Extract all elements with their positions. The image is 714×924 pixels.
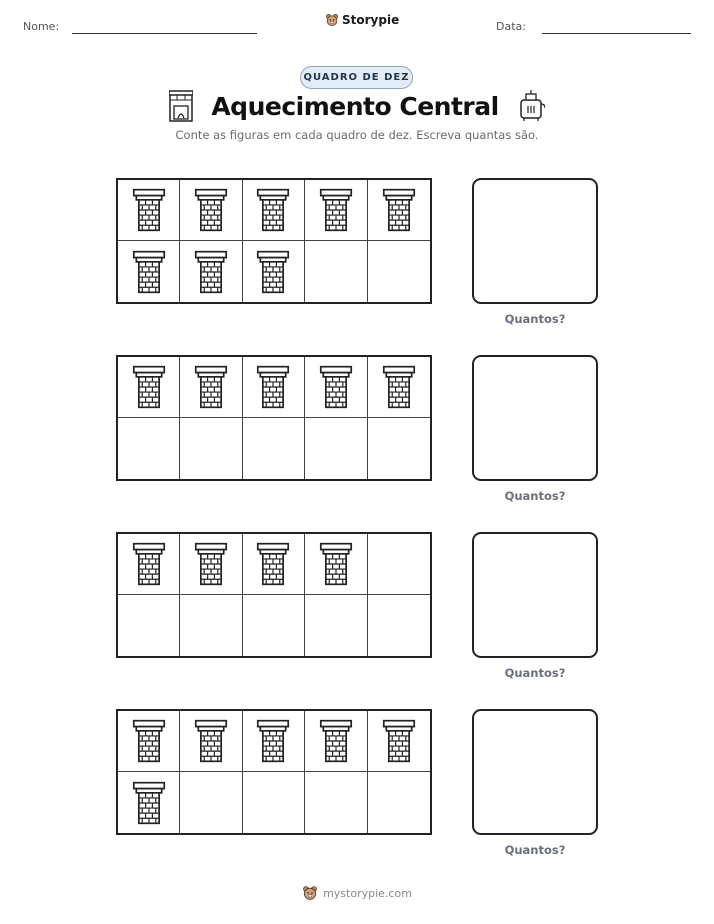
chimney-icon — [132, 188, 166, 232]
ten-frame-cell — [243, 418, 305, 479]
ten-frame-cell — [305, 180, 367, 241]
chimney-icon — [194, 250, 228, 294]
ten-frame-cell — [305, 357, 367, 418]
instructions: Conte as figuras em cada quadro de dez. Escreva quantas são. — [175, 128, 539, 142]
chimney-icon — [132, 719, 166, 763]
worksheet-type-badge: QUADRO DE DEZ — [300, 66, 413, 89]
answer-label: Quantos? — [504, 666, 566, 680]
ten-frame-cell — [305, 534, 367, 595]
name-line[interactable] — [72, 33, 257, 34]
chimney-icon — [382, 188, 416, 232]
ten-frame-cell — [180, 241, 242, 302]
chimney-icon — [132, 250, 166, 294]
ten-frame-cell — [118, 241, 180, 302]
ten-frame-cell — [180, 534, 242, 595]
page-title: Aquecimento Central — [211, 91, 499, 121]
ten-frame-cell — [180, 418, 242, 479]
ten-frame-cell — [368, 534, 430, 595]
ten-frame-cell — [368, 241, 430, 302]
ten-frame-cell — [118, 180, 180, 241]
ten-frame-cell — [368, 711, 430, 772]
name-label: Nome: — [23, 20, 60, 33]
ten-frame-cell — [243, 595, 305, 656]
answer-label: Quantos? — [504, 489, 566, 503]
ten-frame-cell — [305, 595, 367, 656]
footer — [0, 885, 714, 901]
answer-box[interactable] — [472, 178, 598, 304]
bear-mascot-icon — [302, 885, 318, 901]
chimney-icon — [256, 542, 290, 586]
title-row — [0, 90, 714, 122]
ten-frame — [116, 709, 432, 835]
ten-frame-cell — [368, 418, 430, 479]
ten-frame-cell — [368, 595, 430, 656]
ten-frame-cell — [243, 357, 305, 418]
chimney-icon — [319, 188, 353, 232]
ten-frame-cell — [243, 534, 305, 595]
chimney-icon — [319, 365, 353, 409]
chimney-icon — [194, 365, 228, 409]
bear-mascot-icon — [325, 13, 339, 27]
date-line[interactable] — [542, 33, 691, 34]
answer-box[interactable] — [472, 709, 598, 835]
ten-frame-cell — [305, 418, 367, 479]
ten-frame-cell — [243, 180, 305, 241]
ten-frame-cell — [180, 595, 242, 656]
chimney-icon — [256, 365, 290, 409]
ten-frame-cell — [118, 772, 180, 833]
chimney-icon — [256, 188, 290, 232]
ten-frame-cell — [180, 180, 242, 241]
fireplace-icon — [169, 90, 193, 122]
ten-frame-cell — [118, 711, 180, 772]
answer-label: Quantos? — [504, 312, 566, 326]
chimney-icon — [256, 719, 290, 763]
answer-label: Quantos? — [504, 843, 566, 857]
ten-frame-cell — [368, 180, 430, 241]
boiler-icon — [517, 90, 545, 122]
ten-frame-cell — [305, 772, 367, 833]
ten-frame — [116, 178, 432, 304]
answer-box[interactable] — [472, 355, 598, 481]
ten-frame-cell — [243, 772, 305, 833]
ten-frame-cell — [305, 241, 367, 302]
ten-frame — [116, 532, 432, 658]
brand-name: Storypie — [342, 13, 400, 27]
chimney-icon — [132, 542, 166, 586]
ten-frame-cell — [180, 772, 242, 833]
chimney-icon — [194, 719, 228, 763]
ten-frame-cell — [243, 711, 305, 772]
ten-frame-cell — [243, 241, 305, 302]
ten-frame-cell — [368, 772, 430, 833]
chimney-icon — [194, 542, 228, 586]
ten-frame-cell — [118, 534, 180, 595]
ten-frame — [116, 355, 432, 481]
ten-frame-cell — [118, 595, 180, 656]
ten-frame-cell — [305, 711, 367, 772]
chimney-icon — [132, 365, 166, 409]
chimney-icon — [256, 250, 290, 294]
ten-frame-cell — [368, 357, 430, 418]
ten-frame-cell — [180, 711, 242, 772]
chimney-icon — [194, 188, 228, 232]
ten-frame-cell — [180, 357, 242, 418]
ten-frame-cell — [118, 357, 180, 418]
footer-url: mystorypie.com — [323, 886, 412, 900]
brand-logo — [325, 13, 399, 27]
chimney-icon — [319, 542, 353, 586]
chimney-icon — [382, 719, 416, 763]
chimney-icon — [382, 365, 416, 409]
chimney-icon — [319, 719, 353, 763]
date-label: Data: — [496, 20, 526, 33]
chimney-icon — [132, 781, 166, 825]
answer-box[interactable] — [472, 532, 598, 658]
ten-frame-cell — [118, 418, 180, 479]
